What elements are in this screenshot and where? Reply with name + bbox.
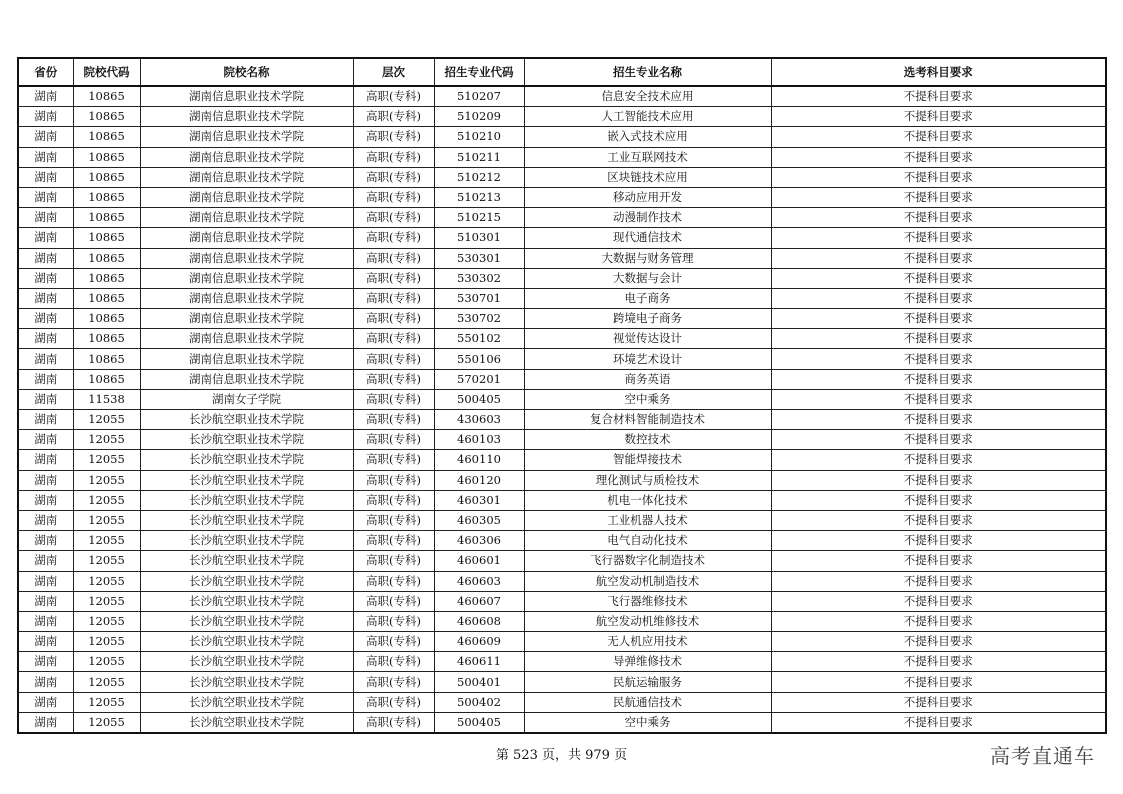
- table-row: [18, 531, 1106, 551]
- cell-school-code: 10865: [73, 369, 140, 389]
- cell-level: 高职(专科): [353, 450, 434, 470]
- header-school-code: 院校代码: [73, 58, 140, 86]
- cell-school-code: 10865: [73, 349, 140, 369]
- cell-province: 湖南: [18, 490, 73, 510]
- cell-major-code: 570201: [434, 369, 524, 389]
- cell-major-code: 510209: [434, 107, 524, 127]
- table-row: [18, 127, 1106, 147]
- cell-school-name: 湖南信息职业技术学院: [140, 127, 353, 147]
- cell-school-name: 长沙航空职业技术学院: [140, 652, 353, 672]
- cell-school-code: 10865: [73, 329, 140, 349]
- cell-major-code: 530702: [434, 309, 524, 329]
- cell-major-code: 460305: [434, 510, 524, 530]
- cell-major-name: 无人机应用技术: [524, 632, 771, 652]
- cell-school-name: 湖南信息职业技术学院: [140, 208, 353, 228]
- header-school-name: 院校名称: [140, 58, 353, 86]
- cell-major-name: 环境艺术设计: [524, 349, 771, 369]
- header-row: [18, 58, 1106, 86]
- cell-school-name: 湖南信息职业技术学院: [140, 167, 353, 187]
- cell-level: 高职(专科): [353, 611, 434, 631]
- watermark-logo: 高考直通车: [990, 744, 1095, 768]
- cell-school-name: 湖南信息职业技术学院: [140, 349, 353, 369]
- cell-school-code: 10865: [73, 127, 140, 147]
- cell-school-code: 12055: [73, 450, 140, 470]
- cell-subject-requirement: 不提科目要求: [771, 551, 1106, 571]
- cell-subject-requirement: 不提科目要求: [771, 329, 1106, 349]
- cell-school-name: 长沙航空职业技术学院: [140, 450, 353, 470]
- cell-subject-requirement: 不提科目要求: [771, 410, 1106, 430]
- table-body: [18, 86, 1106, 733]
- cell-province: 湖南: [18, 672, 73, 692]
- table-row: [18, 692, 1106, 712]
- table-row: [18, 490, 1106, 510]
- table-row: [18, 510, 1106, 530]
- cell-school-code: 10865: [73, 248, 140, 268]
- cell-level: 高职(专科): [353, 712, 434, 733]
- cell-level: 高职(专科): [353, 309, 434, 329]
- cell-school-code: 10865: [73, 147, 140, 167]
- cell-major-name: 移动应用开发: [524, 187, 771, 207]
- table-row: [18, 107, 1106, 127]
- header-major-name: 招生专业名称: [524, 58, 771, 86]
- cell-province: 湖南: [18, 571, 73, 591]
- table-row: [18, 187, 1106, 207]
- cell-province: 湖南: [18, 611, 73, 631]
- cell-school-code: 12055: [73, 652, 140, 672]
- cell-major-name: 现代通信技术: [524, 228, 771, 248]
- table-row: [18, 571, 1106, 591]
- cell-major-name: 电子商务: [524, 288, 771, 308]
- cell-level: 高职(专科): [353, 228, 434, 248]
- cell-school-code: 12055: [73, 551, 140, 571]
- cell-subject-requirement: 不提科目要求: [771, 187, 1106, 207]
- table-row: [18, 652, 1106, 672]
- cell-major-code: 460120: [434, 470, 524, 490]
- cell-province: 湖南: [18, 268, 73, 288]
- cell-level: 高职(专科): [353, 531, 434, 551]
- cell-major-name: 工业互联网技术: [524, 147, 771, 167]
- cell-major-name: 民航运输服务: [524, 672, 771, 692]
- cell-school-code: 12055: [73, 531, 140, 551]
- table-row: [18, 712, 1106, 733]
- cell-school-code: 10865: [73, 228, 140, 248]
- table-row: [18, 349, 1106, 369]
- table-row: [18, 369, 1106, 389]
- cell-level: 高职(专科): [353, 167, 434, 187]
- cell-subject-requirement: 不提科目要求: [771, 167, 1106, 187]
- cell-subject-requirement: 不提科目要求: [771, 107, 1106, 127]
- cell-level: 高职(专科): [353, 490, 434, 510]
- cell-major-code: 460301: [434, 490, 524, 510]
- cell-province: 湖南: [18, 187, 73, 207]
- cell-major-name: 嵌入式技术应用: [524, 127, 771, 147]
- cell-level: 高职(专科): [353, 692, 434, 712]
- cell-level: 高职(专科): [353, 591, 434, 611]
- cell-major-code: 530701: [434, 288, 524, 308]
- cell-subject-requirement: 不提科目要求: [771, 430, 1106, 450]
- cell-major-code: 550102: [434, 329, 524, 349]
- cell-major-name: 动漫制作技术: [524, 208, 771, 228]
- cell-province: 湖南: [18, 248, 73, 268]
- cell-school-code: 12055: [73, 470, 140, 490]
- cell-major-code: 510207: [434, 86, 524, 107]
- cell-major-code: 550106: [434, 349, 524, 369]
- cell-major-code: 500401: [434, 672, 524, 692]
- cell-subject-requirement: 不提科目要求: [771, 712, 1106, 733]
- page-number: 第 523 页，共 979 页: [495, 748, 628, 763]
- cell-school-code: 12055: [73, 611, 140, 631]
- cell-major-name: 导弹维修技术: [524, 652, 771, 672]
- cell-major-code: 530302: [434, 268, 524, 288]
- cell-major-name: 航空发动机维修技术: [524, 611, 771, 631]
- cell-level: 高职(专科): [353, 248, 434, 268]
- header-province: 省份: [18, 58, 73, 86]
- cell-school-code: 12055: [73, 632, 140, 652]
- cell-school-name: 长沙航空职业技术学院: [140, 531, 353, 551]
- cell-province: 湖南: [18, 369, 73, 389]
- table-row: [18, 672, 1106, 692]
- cell-school-name: 湖南信息职业技术学院: [140, 288, 353, 308]
- cell-school-code: 10865: [73, 86, 140, 107]
- table-row: [18, 632, 1106, 652]
- cell-school-code: 10865: [73, 288, 140, 308]
- cell-level: 高职(专科): [353, 349, 434, 369]
- table-row: [18, 551, 1106, 571]
- cell-major-code: 500405: [434, 389, 524, 409]
- cell-subject-requirement: 不提科目要求: [771, 611, 1106, 631]
- cell-major-name: 飞行器数字化制造技术: [524, 551, 771, 571]
- cell-level: 高职(专科): [353, 470, 434, 490]
- cell-province: 湖南: [18, 389, 73, 409]
- table-row: [18, 410, 1106, 430]
- cell-school-name: 湖南信息职业技术学院: [140, 228, 353, 248]
- cell-subject-requirement: 不提科目要求: [771, 369, 1106, 389]
- admissions-table: [17, 57, 1107, 734]
- cell-school-code: 12055: [73, 430, 140, 450]
- cell-level: 高职(专科): [353, 329, 434, 349]
- cell-school-code: 11538: [73, 389, 140, 409]
- header-subject-requirement: 选考科目要求: [771, 58, 1106, 86]
- cell-school-name: 湖南信息职业技术学院: [140, 309, 353, 329]
- cell-level: 高职(专科): [353, 571, 434, 591]
- cell-subject-requirement: 不提科目要求: [771, 510, 1106, 530]
- cell-school-code: 12055: [73, 712, 140, 733]
- cell-school-code: 10865: [73, 208, 140, 228]
- cell-school-name: 长沙航空职业技术学院: [140, 632, 353, 652]
- cell-school-code: 12055: [73, 692, 140, 712]
- cell-major-code: 460608: [434, 611, 524, 631]
- cell-province: 湖南: [18, 167, 73, 187]
- cell-major-code: 460607: [434, 591, 524, 611]
- cell-province: 湖南: [18, 288, 73, 308]
- cell-level: 高职(专科): [353, 430, 434, 450]
- table-row: [18, 591, 1106, 611]
- cell-province: 湖南: [18, 107, 73, 127]
- cell-school-code: 12055: [73, 571, 140, 591]
- cell-school-name: 湖南信息职业技术学院: [140, 248, 353, 268]
- table-row: [18, 309, 1106, 329]
- cell-major-code: 510213: [434, 187, 524, 207]
- cell-major-code: 510215: [434, 208, 524, 228]
- cell-level: 高职(专科): [353, 107, 434, 127]
- cell-major-name: 大数据与会计: [524, 268, 771, 288]
- table-row: [18, 430, 1106, 450]
- cell-major-name: 机电一体化技术: [524, 490, 771, 510]
- cell-school-name: 湖南信息职业技术学院: [140, 147, 353, 167]
- cell-school-name: 湖南信息职业技术学院: [140, 107, 353, 127]
- cell-subject-requirement: 不提科目要求: [771, 309, 1106, 329]
- cell-major-code: 430603: [434, 410, 524, 430]
- cell-major-name: 数控技术: [524, 430, 771, 450]
- cell-school-code: 12055: [73, 410, 140, 430]
- cell-level: 高职(专科): [353, 86, 434, 107]
- table-row: [18, 228, 1106, 248]
- cell-level: 高职(专科): [353, 147, 434, 167]
- cell-school-code: 10865: [73, 268, 140, 288]
- cell-school-code: 10865: [73, 167, 140, 187]
- cell-level: 高职(专科): [353, 389, 434, 409]
- cell-subject-requirement: 不提科目要求: [771, 531, 1106, 551]
- table-row: [18, 450, 1106, 470]
- cell-subject-requirement: 不提科目要求: [771, 349, 1106, 369]
- cell-major-name: 工业机器人技术: [524, 510, 771, 530]
- cell-subject-requirement: 不提科目要求: [771, 591, 1106, 611]
- cell-major-name: 跨境电子商务: [524, 309, 771, 329]
- cell-level: 高职(专科): [353, 672, 434, 692]
- cell-school-name: 长沙航空职业技术学院: [140, 470, 353, 490]
- cell-province: 湖南: [18, 692, 73, 712]
- cell-school-code: 12055: [73, 490, 140, 510]
- cell-major-name: 信息安全技术应用: [524, 86, 771, 107]
- header-major-code: 招生专业代码: [434, 58, 524, 86]
- cell-subject-requirement: 不提科目要求: [771, 248, 1106, 268]
- cell-school-code: 12055: [73, 591, 140, 611]
- header-level: 层次: [353, 58, 434, 86]
- cell-school-name: 湖南信息职业技术学院: [140, 329, 353, 349]
- cell-major-code: 460603: [434, 571, 524, 591]
- cell-school-code: 10865: [73, 309, 140, 329]
- cell-level: 高职(专科): [353, 410, 434, 430]
- cell-subject-requirement: 不提科目要求: [771, 127, 1106, 147]
- cell-province: 湖南: [18, 551, 73, 571]
- cell-school-code: 12055: [73, 672, 140, 692]
- cell-school-name: 湖南信息职业技术学院: [140, 187, 353, 207]
- cell-school-name: 湖南女子学院: [140, 389, 353, 409]
- cell-province: 湖南: [18, 531, 73, 551]
- cell-major-name: 空中乘务: [524, 712, 771, 733]
- cell-subject-requirement: 不提科目要求: [771, 389, 1106, 409]
- cell-school-name: 湖南信息职业技术学院: [140, 268, 353, 288]
- cell-subject-requirement: 不提科目要求: [771, 652, 1106, 672]
- cell-major-name: 区块链技术应用: [524, 167, 771, 187]
- table-row: [18, 167, 1106, 187]
- cell-school-name: 长沙航空职业技术学院: [140, 510, 353, 530]
- cell-province: 湖南: [18, 228, 73, 248]
- cell-major-name: 大数据与财务管理: [524, 248, 771, 268]
- cell-major-code: 510212: [434, 167, 524, 187]
- cell-major-name: 理化测试与质检技术: [524, 470, 771, 490]
- cell-major-code: 510210: [434, 127, 524, 147]
- cell-province: 湖南: [18, 430, 73, 450]
- cell-major-code: 510211: [434, 147, 524, 167]
- cell-major-code: 510301: [434, 228, 524, 248]
- cell-school-code: 10865: [73, 187, 140, 207]
- cell-province: 湖南: [18, 329, 73, 349]
- cell-subject-requirement: 不提科目要求: [771, 147, 1106, 167]
- cell-province: 湖南: [18, 652, 73, 672]
- cell-province: 湖南: [18, 127, 73, 147]
- cell-province: 湖南: [18, 309, 73, 329]
- cell-school-name: 长沙航空职业技术学院: [140, 430, 353, 450]
- cell-province: 湖南: [18, 86, 73, 107]
- cell-major-code: 460611: [434, 652, 524, 672]
- table-row: [18, 329, 1106, 349]
- cell-school-name: 长沙航空职业技术学院: [140, 490, 353, 510]
- cell-level: 高职(专科): [353, 288, 434, 308]
- cell-level: 高职(专科): [353, 208, 434, 228]
- cell-subject-requirement: 不提科目要求: [771, 490, 1106, 510]
- table-row: [18, 288, 1106, 308]
- cell-school-name: 长沙航空职业技术学院: [140, 410, 353, 430]
- cell-major-code: 460306: [434, 531, 524, 551]
- cell-school-name: 长沙航空职业技术学院: [140, 712, 353, 733]
- cell-level: 高职(专科): [353, 551, 434, 571]
- cell-major-code: 500405: [434, 712, 524, 733]
- cell-school-name: 长沙航空职业技术学院: [140, 611, 353, 631]
- cell-major-name: 飞行器维修技术: [524, 591, 771, 611]
- cell-subject-requirement: 不提科目要求: [771, 632, 1106, 652]
- cell-level: 高职(专科): [353, 632, 434, 652]
- table-row: [18, 470, 1106, 490]
- cell-major-name: 商务英语: [524, 369, 771, 389]
- cell-subject-requirement: 不提科目要求: [771, 692, 1106, 712]
- cell-subject-requirement: 不提科目要求: [771, 268, 1106, 288]
- cell-subject-requirement: 不提科目要求: [771, 450, 1106, 470]
- cell-level: 高职(专科): [353, 127, 434, 147]
- cell-school-name: 湖南信息职业技术学院: [140, 369, 353, 389]
- cell-school-name: 长沙航空职业技术学院: [140, 672, 353, 692]
- cell-province: 湖南: [18, 410, 73, 430]
- table-row: [18, 208, 1106, 228]
- cell-major-name: 视觉传达设计: [524, 329, 771, 349]
- cell-major-name: 空中乘务: [524, 389, 771, 409]
- cell-province: 湖南: [18, 712, 73, 733]
- cell-subject-requirement: 不提科目要求: [771, 672, 1106, 692]
- cell-level: 高职(专科): [353, 187, 434, 207]
- cell-subject-requirement: 不提科目要求: [771, 470, 1106, 490]
- cell-major-code: 530301: [434, 248, 524, 268]
- cell-school-name: 长沙航空职业技术学院: [140, 571, 353, 591]
- cell-subject-requirement: 不提科目要求: [771, 571, 1106, 591]
- cell-subject-requirement: 不提科目要求: [771, 288, 1106, 308]
- cell-subject-requirement: 不提科目要求: [771, 86, 1106, 107]
- cell-province: 湖南: [18, 510, 73, 530]
- cell-major-name: 复合材料智能制造技术: [524, 410, 771, 430]
- table-row: [18, 268, 1106, 288]
- cell-major-name: 民航通信技术: [524, 692, 771, 712]
- cell-major-code: 460601: [434, 551, 524, 571]
- table-row: [18, 611, 1106, 631]
- cell-major-name: 智能焊接技术: [524, 450, 771, 470]
- cell-major-name: 电气自动化技术: [524, 531, 771, 551]
- cell-school-code: 12055: [73, 510, 140, 530]
- cell-school-name: 长沙航空职业技术学院: [140, 692, 353, 712]
- cell-major-code: 460110: [434, 450, 524, 470]
- table-row: [18, 147, 1106, 167]
- cell-major-code: 460103: [434, 430, 524, 450]
- cell-level: 高职(专科): [353, 510, 434, 530]
- cell-province: 湖南: [18, 632, 73, 652]
- cell-school-name: 长沙航空职业技术学院: [140, 551, 353, 571]
- cell-major-code: 500402: [434, 692, 524, 712]
- cell-level: 高职(专科): [353, 652, 434, 672]
- cell-province: 湖南: [18, 470, 73, 490]
- cell-province: 湖南: [18, 147, 73, 167]
- cell-province: 湖南: [18, 591, 73, 611]
- cell-subject-requirement: 不提科目要求: [771, 228, 1106, 248]
- cell-level: 高职(专科): [353, 369, 434, 389]
- cell-province: 湖南: [18, 349, 73, 369]
- cell-province: 湖南: [18, 450, 73, 470]
- cell-major-name: 人工智能技术应用: [524, 107, 771, 127]
- table-row: [18, 389, 1106, 409]
- cell-subject-requirement: 不提科目要求: [771, 208, 1106, 228]
- table-row: [18, 86, 1106, 107]
- cell-province: 湖南: [18, 208, 73, 228]
- cell-school-code: 10865: [73, 107, 140, 127]
- cell-school-name: 长沙航空职业技术学院: [140, 591, 353, 611]
- cell-major-code: 460609: [434, 632, 524, 652]
- cell-school-name: 湖南信息职业技术学院: [140, 86, 353, 107]
- cell-major-name: 航空发动机制造技术: [524, 571, 771, 591]
- cell-level: 高职(专科): [353, 268, 434, 288]
- table-row: [18, 248, 1106, 268]
